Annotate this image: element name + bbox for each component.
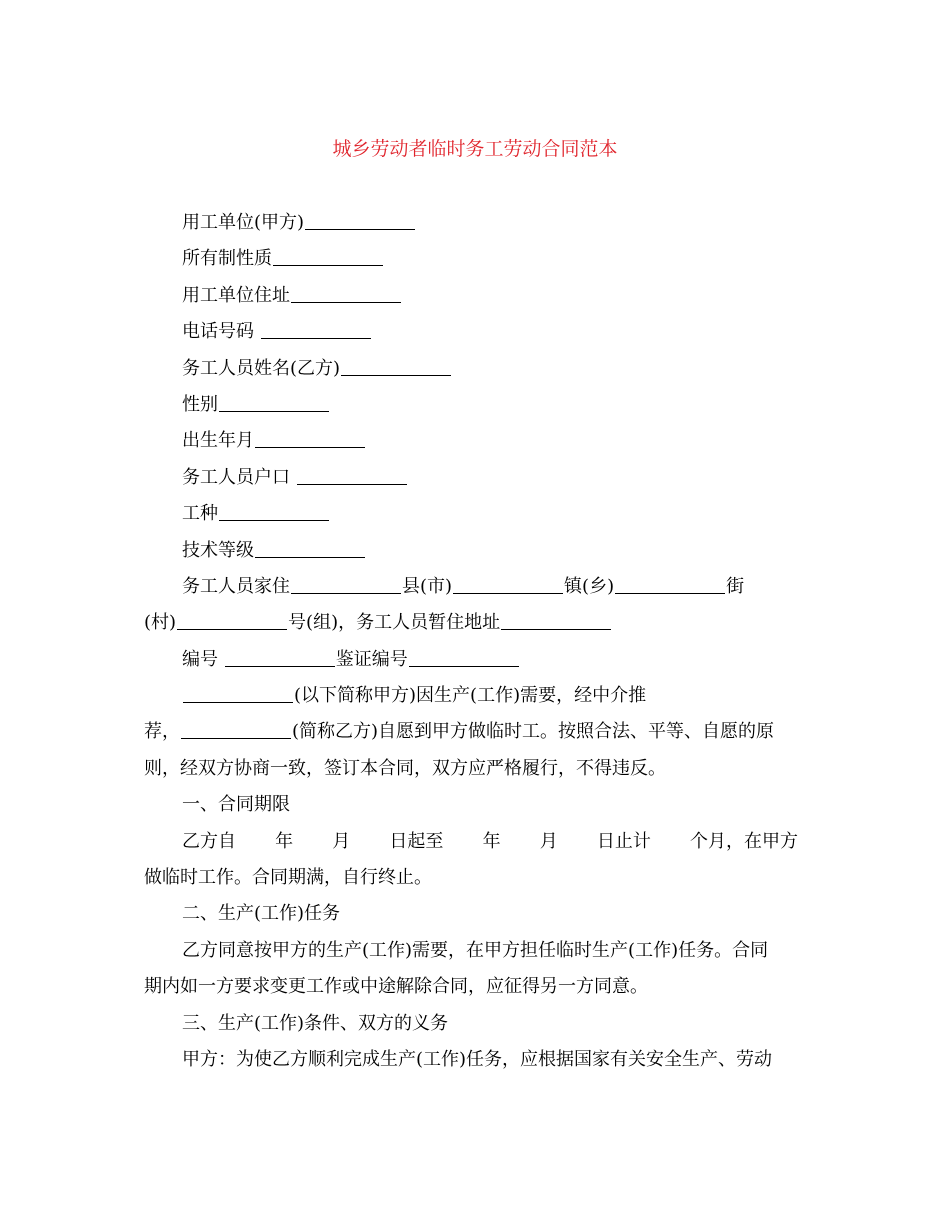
- field-label: 电话号码: [182, 321, 260, 343]
- document-body: [144, 205, 798, 1078]
- document-title: 城乡劳动者临时务工劳动合同范本: [332, 138, 618, 160]
- section-3-line-1: 甲方：为使乙方顺利完成生产(工作)任务，应根据国家有关安全生产、劳动: [182, 1048, 773, 1070]
- term-text: 年: [275, 830, 294, 852]
- address-text: 务工人员家住: [182, 575, 290, 597]
- fill-blank: [177, 628, 287, 630]
- field-phone: [144, 314, 798, 350]
- fill-blank: [291, 592, 401, 594]
- intro-text: 荐，: [144, 721, 180, 743]
- field-job-type: [144, 496, 798, 532]
- intro-line-1: [144, 678, 798, 714]
- field-employer-address: [144, 278, 798, 314]
- fill-blank: [255, 446, 365, 448]
- term-text: 月: [332, 830, 351, 852]
- section-2-line-2: 期内如一方要求变更工作或中途解除合同，应征得另一方同意。: [144, 976, 648, 998]
- field-label: 工种: [182, 503, 218, 525]
- fill-blank: [225, 665, 335, 667]
- field-worker-name: [144, 351, 798, 387]
- address-text: (村): [144, 612, 177, 634]
- fill-blank: [615, 592, 725, 594]
- section-1-heading: 一、合同期限: [182, 794, 290, 816]
- address-text: 街: [726, 575, 745, 597]
- section-1-line-2: 做临时工作。合同期满，自行终止。: [144, 867, 432, 889]
- fill-blank: [255, 556, 365, 558]
- address-line-2: [144, 605, 798, 641]
- term-text: 乙方自: [182, 830, 236, 852]
- field-skill-level: [144, 533, 798, 569]
- fill-blank: [305, 228, 415, 230]
- field-employer: [144, 205, 798, 241]
- intro-text: (简称乙方)自愿到甲方做临时工。按照合法、平等、自愿的原: [292, 721, 775, 743]
- fill-blank: [501, 628, 611, 630]
- address-text: 镇(乡): [564, 575, 615, 597]
- field-hukou: [144, 460, 798, 496]
- term-text: 个月，在甲方: [689, 830, 798, 852]
- section-2-line-1: 乙方同意按甲方的生产(工作)需要，在甲方担任临时生产(工作)任务。合同: [182, 939, 769, 961]
- fill-blank: [453, 592, 563, 594]
- field-label: 用工单位(甲方): [182, 212, 305, 233]
- field-label: 出生年月: [182, 430, 254, 452]
- section-2-heading: 二、生产(工作)任务: [182, 903, 341, 925]
- id-label: 鉴证编号: [335, 648, 408, 670]
- fill-blank: [181, 737, 291, 739]
- section-1-line-1: [144, 824, 798, 860]
- fill-blank: [297, 483, 407, 485]
- intro-text: (以下简称甲方)因生产(工作)需要，经中介推: [294, 685, 647, 707]
- field-label: 所有制性质: [182, 248, 272, 270]
- id-numbers: [144, 642, 798, 678]
- term-text: 年: [482, 830, 501, 852]
- section-3-heading: 三、生产(工作)条件、双方的义务: [182, 1012, 449, 1034]
- fill-blank: [219, 519, 329, 521]
- field-gender: [144, 387, 798, 423]
- field-label: 技术等级: [182, 539, 254, 561]
- fill-blank: [261, 337, 371, 339]
- term-text: 月: [539, 830, 558, 852]
- fill-blank: [219, 410, 329, 412]
- intro-line-3: 则，经双方协商一致，签订本合同，双方应严格履行，不得违反。: [144, 757, 666, 779]
- fill-blank: [291, 301, 401, 303]
- fill-blank: [341, 374, 451, 376]
- field-birth: [144, 423, 798, 459]
- address-text: 号(组)，务工人员暂住地址: [288, 612, 501, 634]
- fill-blank: [409, 665, 519, 667]
- term-text: 日止计: [596, 830, 651, 852]
- field-label: 性别: [182, 393, 218, 415]
- field-label: 用工单位住址: [182, 284, 290, 306]
- address-line-1: [144, 569, 798, 605]
- id-label: 编号: [182, 648, 224, 670]
- fill-blank: [183, 701, 293, 703]
- field-label: 务工人员户口: [182, 466, 296, 488]
- field-label: 务工人员姓名(乙方): [182, 357, 341, 379]
- term-text: 日起至: [389, 830, 444, 852]
- intro-line-2: [144, 714, 798, 750]
- field-ownership: [144, 241, 798, 277]
- fill-blank: [273, 264, 383, 266]
- address-text: 县(市): [402, 575, 453, 597]
